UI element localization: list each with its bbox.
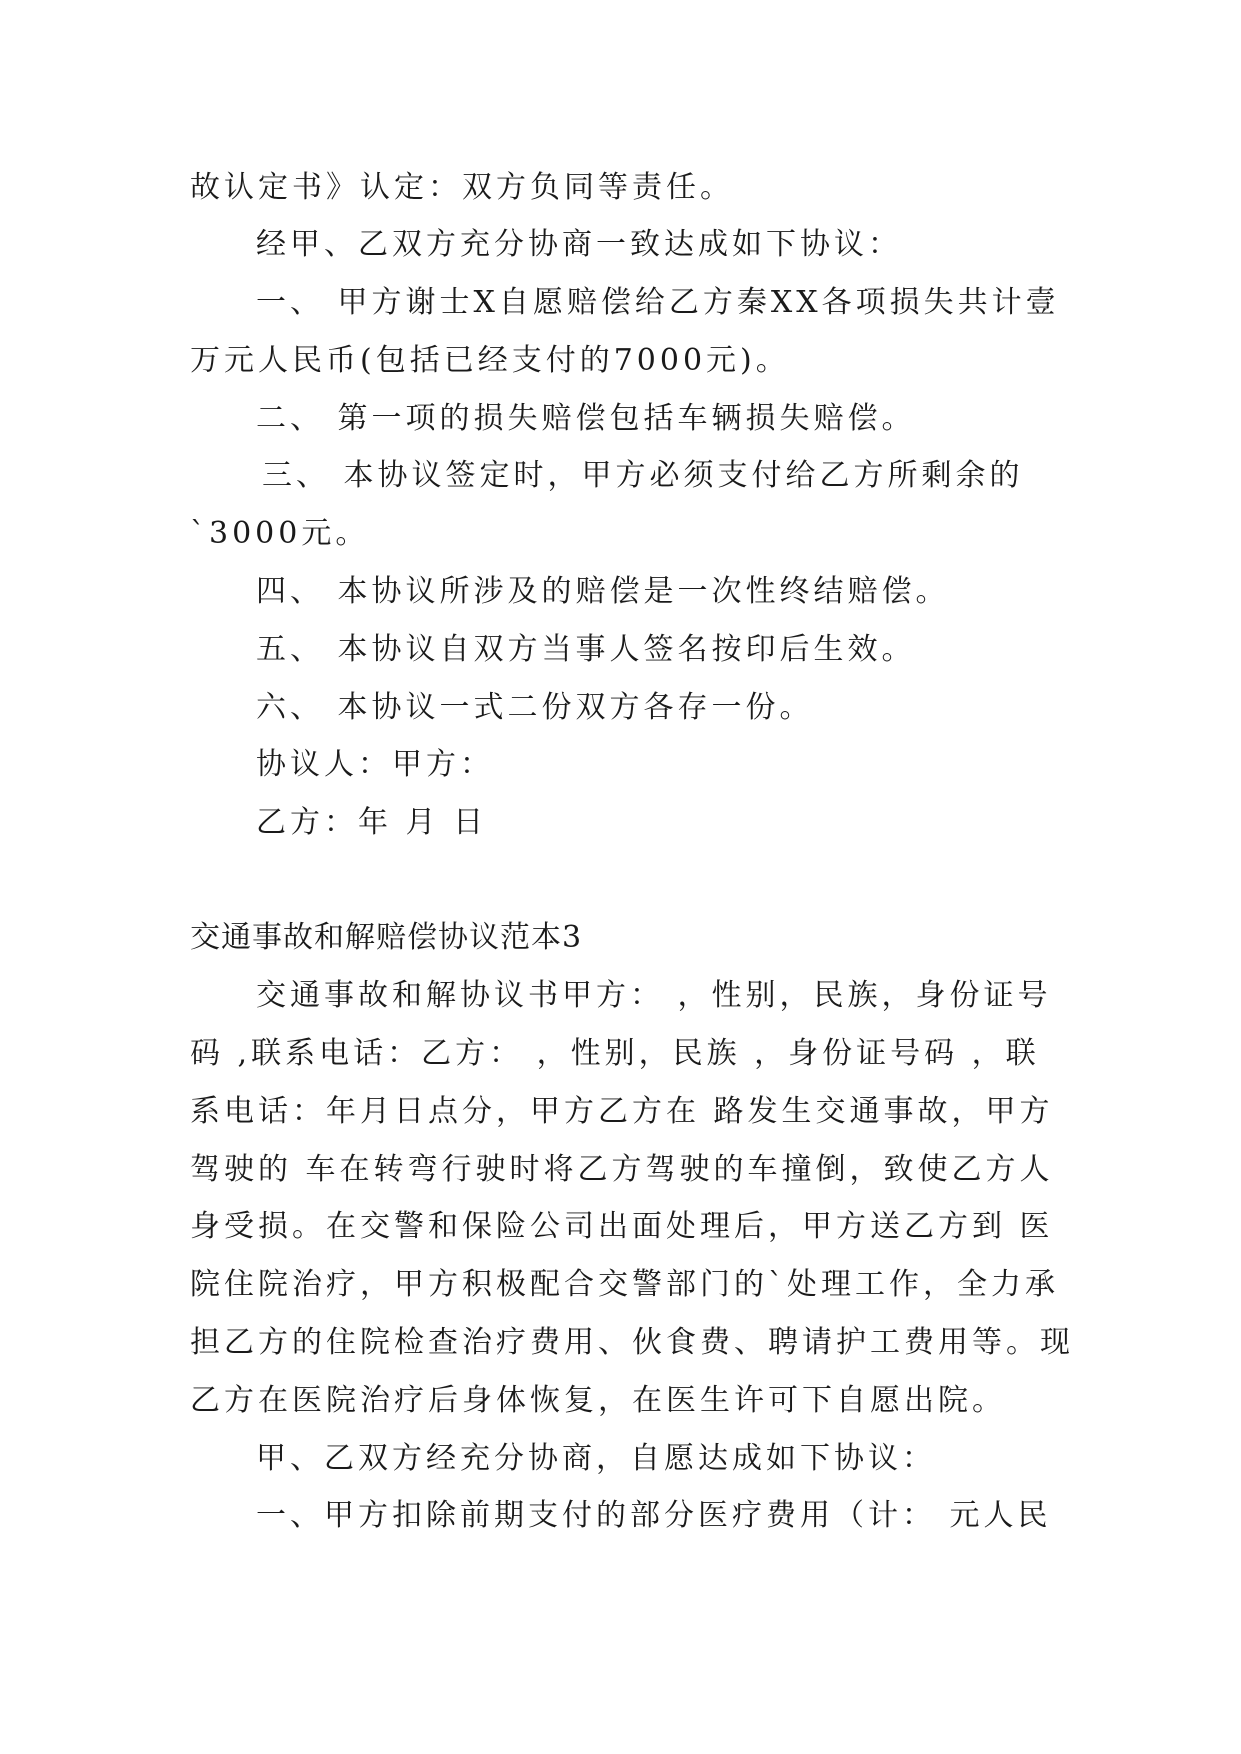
clause-1-line-2: 万元人民币(包括已经支付的7000元)。 — [190, 343, 790, 378]
body-line: 一、甲方扣除前期支付的部分医疗费用（计： 元人民 — [256, 1498, 1052, 1533]
clause-1-line-1: 一、 甲方谢士X自愿赔偿给乙方秦XX各项损失共计壹 — [256, 285, 1060, 320]
text-line: 故认定书》认定：双方负同等责任。 — [190, 170, 734, 205]
body-line: 交通事故和解协议书甲方： ，性别，民族，身份证号 — [256, 978, 1052, 1013]
signature-party-b-date: 乙方：年 月 日 — [256, 805, 488, 840]
clause-5: 五、 本协议自双方当事人签名按印后生效。 — [256, 632, 916, 667]
body-line: 院住院治疗，甲方积极配合交警部门的`处理工作，全力承 — [190, 1267, 1059, 1302]
signature-party-a: 协议人：甲方： — [256, 747, 494, 782]
body-line: 身受损。在交警和保险公司出面处理后，甲方送乙方到 医 — [190, 1209, 1054, 1244]
body-line: 码 ,联系电话：乙方： ，性别，民族 ，身份证号码 ，联 — [190, 1036, 1040, 1071]
section-title: 交通事故和解赔偿协议范本3 — [190, 920, 583, 955]
clause-4: 四、 本协议所涉及的赔偿是一次性终结赔偿。 — [256, 574, 950, 609]
body-line: 甲、乙双方经充分协商，自愿达成如下协议： — [256, 1441, 936, 1476]
clause-3-line-1: 三、 本协议签定时，甲方必须支付给乙方所剩余的 — [262, 458, 1024, 493]
body-line: 驾驶的 车在转弯行驶时将乙方驾驶的车撞倒，致使乙方人 — [190, 1152, 1054, 1187]
body-line: 担乙方的住院检查治疗费用、伙食费、聘请护工费用等。现 — [190, 1325, 1074, 1360]
text-line: 经甲、乙双方充分协商一致达成如下协议： — [256, 227, 902, 262]
clause-3-line-2: `3000元。 — [190, 516, 370, 551]
body-line: 系电话：年月日点分，甲方乙方在 路发生交通事故，甲方 — [190, 1094, 1054, 1129]
clause-6: 六、 本协议一式二份双方各存一份。 — [256, 690, 814, 725]
clause-2: 二、 第一项的损失赔偿包括车辆损失赔偿。 — [256, 401, 916, 436]
body-line: 乙方在医院治疗后身体恢复，在医生许可下自愿出院。 — [190, 1383, 1006, 1418]
